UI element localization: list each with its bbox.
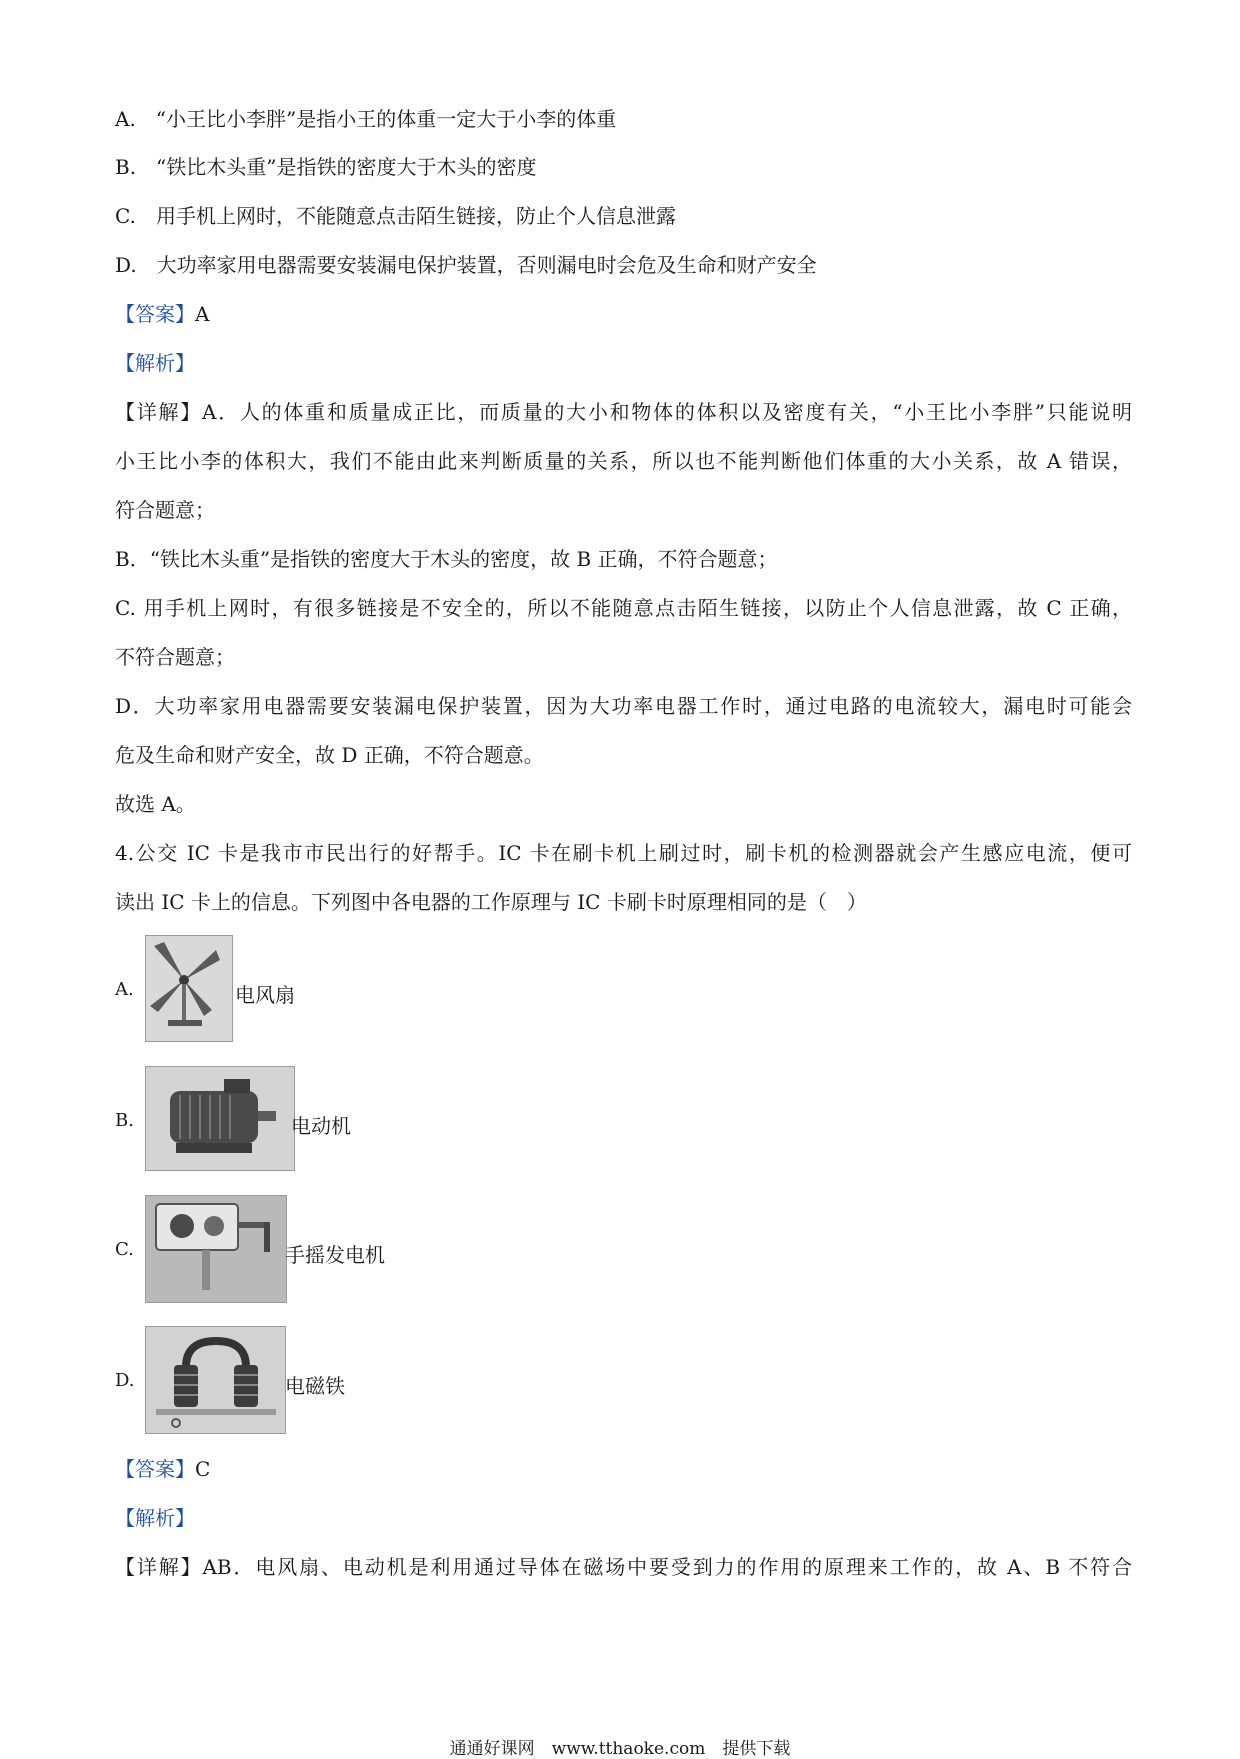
q3-option-a: A. “小王比小李胖”是指小王的体重一定大于小李的体重 — [115, 107, 617, 131]
q3-option-c: C. 用手机上网时，不能随意点击陌生链接，防止个人信息泄露 — [115, 204, 676, 228]
q3-detail-line-5: C. 用手机上网时，有很多链接是不安全的，所以不能随意点击陌生链接，以防止个人信息泄露，故 C 正确， — [115, 596, 1132, 620]
option-label: 手摇发电机 — [285, 1243, 385, 1267]
answer-value: A — [195, 302, 210, 326]
q3-option-d: D. 大功率家用电器需要安装漏电保护装置，否则漏电时会危及生命和财产安全 — [115, 253, 817, 277]
q3-option-b: B. “铁比木头重”是指铁的密度大于木头的密度 — [115, 155, 537, 179]
q4-stem-line-1: 4.公交 IC 卡是我市市民出行的好帮手。IC 卡在刷卡机上刷过时，刷卡机的检测器就会产生感应电流，便可 — [115, 841, 1132, 865]
option-letter: B. — [115, 1110, 134, 1131]
answer-value: C — [195, 1457, 211, 1481]
q3-detail-line-7: D．大功率家用电器需要安装漏电保护装置，因为大功率电器工作时，通过电路的电流较大，漏电时可能会 — [115, 694, 1132, 718]
option-letter: A. — [115, 979, 134, 1000]
hand-crank-generator-image — [145, 1195, 287, 1303]
electric-motor-image — [145, 1066, 295, 1171]
q4-stem-line-2: 读出 IC 卡上的信息。下列图中各电器的工作原理与 IC 卡刷卡时原理相同的是（ ） — [115, 890, 867, 914]
detail-text: A．人的体重和质量成正比，而质量的大小和物体的体积以及密度有关，“小王比小李胖”只能说明 — [202, 400, 1132, 424]
q3-detail-line-3: 符合题意； — [115, 498, 215, 522]
electromagnet-image — [145, 1326, 286, 1434]
q3-detail-line-6: 不符合题意； — [115, 645, 235, 669]
option-letter: D. — [115, 1370, 135, 1391]
q3-detail-line-8: 危及生命和财产安全，故 D 正确，不符合题意。 — [115, 743, 544, 767]
q3-detail-line-1 — [115, 399, 1132, 425]
option-label: 电风扇 — [235, 983, 295, 1007]
detail-tag: 【详解】 — [115, 1555, 203, 1579]
detail-text: AB．电风扇、电动机是利用通过导体在磁场中要受到力的作用的原理来工作的，故 A、B 不符合 — [202, 1555, 1133, 1579]
answer-tag: 【答案】 — [115, 1457, 195, 1481]
detail-tag: 【详解】 — [115, 400, 202, 424]
analysis-tag: 【解析】 — [115, 1506, 195, 1530]
option-label: 电动机 — [291, 1114, 351, 1138]
q3-detail-line-2: 小王比小李的体积大，我们不能由此来判断质量的关系，所以也不能判断他们体重的大小关系，故 A 错误， — [115, 449, 1132, 473]
option-label: 电磁铁 — [285, 1374, 345, 1398]
q3-answer — [115, 301, 209, 327]
page-footer: 通通好课网 www.tthaoke.com 提供下载 — [449, 1739, 791, 1759]
q3-analysis — [115, 350, 195, 376]
q3-detail-line-4: B．“铁比木头重”是指铁的密度大于木头的密度，故 B 正确，不符合题意； — [115, 547, 778, 571]
option-letter: C. — [115, 1239, 134, 1260]
analysis-tag: 【解析】 — [115, 351, 195, 375]
q4-answer — [115, 1456, 210, 1482]
q4-analysis — [115, 1505, 195, 1531]
q4-detail-line-1 — [115, 1554, 1132, 1580]
answer-tag: 【答案】 — [115, 302, 195, 326]
q3-conclusion: 故选 A。 — [115, 792, 196, 816]
electric-fan-image — [145, 935, 233, 1042]
